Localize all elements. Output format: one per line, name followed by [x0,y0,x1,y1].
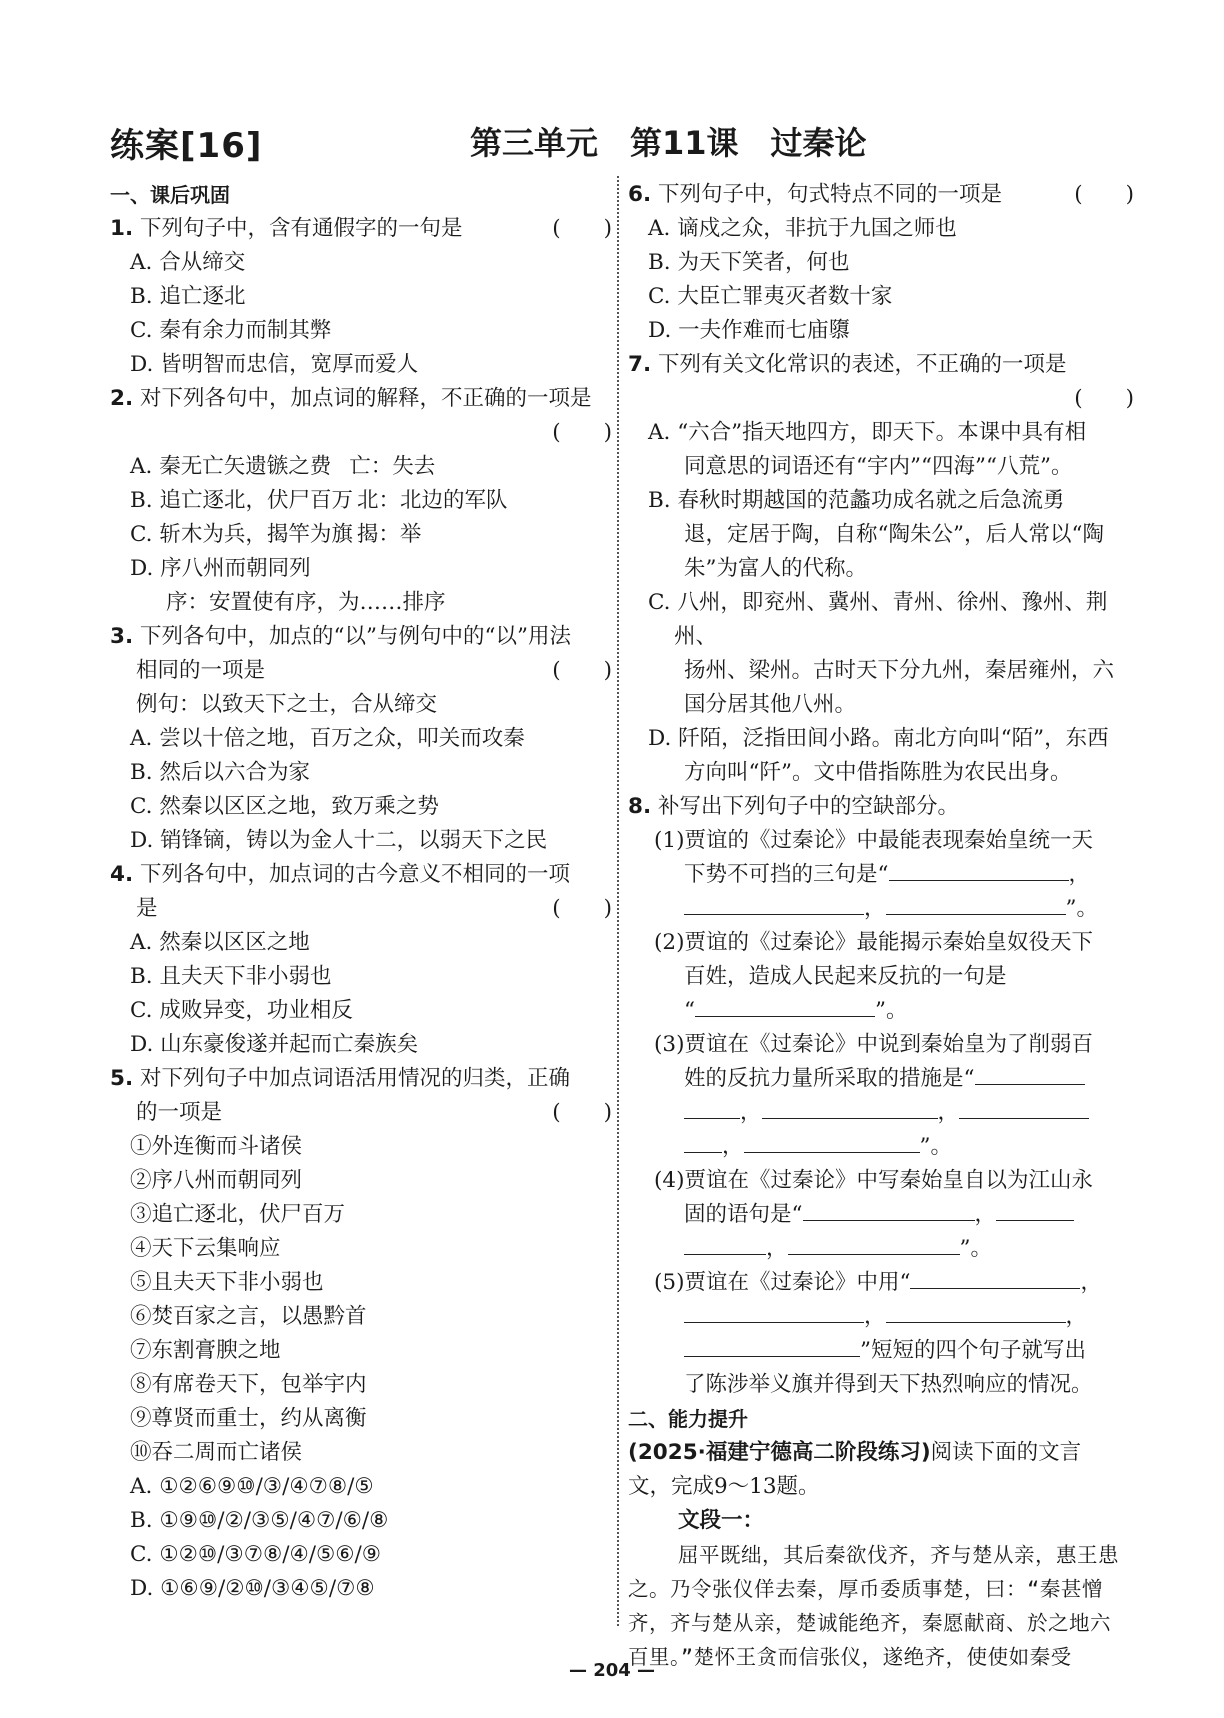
answer-blank[interactable] [886,892,1066,915]
list-item: ④天下云集响应 [130,1236,281,1261]
option-b-cont: 朱”为富人的代称。 [684,556,867,581]
list-item: ⑨尊贤而重士，约从离衡 [130,1406,367,1431]
fill-item-2: (2)贾谊的《过秦论》最能揭示秦始皇奴役天下 [654,930,1093,955]
option-b: B. 然后以六合为家 [130,760,310,785]
practice-label: 练案[16] [110,126,263,166]
answer-blank[interactable] [762,1096,938,1119]
option-c [110,518,612,552]
answer-blank[interactable] [975,1062,1085,1085]
question-stem-cont [110,892,612,926]
list-item: ②序八州而朝同列 [130,1168,303,1193]
option-b: B. ①⑨⑩/②/③⑤/④⑦/⑥/⑧ [130,1508,389,1533]
fill-text: 姓的反抗力量所采取的措施是“ [684,1066,975,1091]
option-b: B. 追亡逐北 [130,284,246,309]
option-b: B. 且夫天下非小弱也 [130,964,332,989]
list-item: ⑤且夫天下非小弱也 [130,1270,324,1295]
page-header [110,118,1130,166]
option-b [110,484,612,518]
fill-item-5-end: 了陈涉举义旗并得到天下热烈响应的情况。 [684,1372,1093,1397]
answer-blank[interactable] [889,858,1069,881]
list-item: ⑥焚百家之言，以愚黔首 [130,1304,367,1329]
list-item: ①外连衡而斗诸侯 [130,1134,303,1159]
question-4 [110,858,612,1062]
option-d: D. 阡陌，泛指田间小路。南北方向叫“陌”，东西 [648,726,1109,751]
option-d-gloss: 序：安置使有序，为……排序 [166,590,446,615]
fill-item-3-blanks: ， ， [628,1096,1134,1130]
question-number: 7. [628,352,652,377]
question-text: 对下列各句中，加点词的解释，不正确的一项是 [139,386,592,411]
fill-text: 下势不可挡的三句是“ [684,862,889,887]
option-text: C. 斩木为兵，揭竿为旗 [130,522,353,547]
fill-item-3-blanks: ， ”。 [628,1130,1134,1164]
source-instruction-2: 文，完成9～13题。 [628,1474,820,1499]
option-gloss: 北：北边的军队 [356,488,508,513]
option-d: D. 序八州而朝同列 [130,556,311,581]
question-3 [110,620,612,858]
option-c: C. 八州，即兖州、冀州、青州、徐州、豫州、荆州、 [648,590,1108,649]
fill-item-4-blanks: ， ”。 [628,1232,1134,1266]
question-stem-cont [110,1096,612,1130]
left-column [110,178,612,1606]
question-number: 8. [628,794,652,819]
option-c: C. 然秦以区区之地，致万乘之势 [130,794,439,819]
option-text: B. 追亡逐北，伏尸百万 [130,488,353,513]
passage-line: 屈平既绌，其后秦欲伐齐，齐与楚从亲，惠王患 [678,1543,1119,1567]
option-d: D. 一夫作难而七庙隳 [648,318,851,343]
question-text: 下列句子中，含有通假字的一句是 [139,216,463,241]
option-d: D. 皆明智而忠信，宽厚而爱人 [130,352,419,377]
passage-line: 齐，齐与楚从亲，楚诚能绝齐，秦愿献商、於之地六 [628,1611,1111,1635]
question-stem [628,790,1134,824]
answer-paren[interactable]: ( ) [552,216,612,241]
option-b-cont: 退，定居于陶，自称“陶朱公”，后人常以“陶 [684,522,1104,547]
question-stem [110,858,612,892]
fill-item-5-line [628,1334,1134,1368]
option-c: C. 大臣亡罪夷灭者数十家 [648,284,893,309]
fill-item-5-blanks: ， ， [628,1300,1134,1334]
answer-blank[interactable] [684,1300,864,1323]
question-stem-cont [110,654,612,688]
question-text: 下列句子中，句式特点不同的一项是 [657,182,1002,207]
answer-paren[interactable]: ( ) [552,1100,612,1125]
list-item: ③追亡逐北，伏尸百万 [130,1202,346,1227]
question-8 [628,790,1134,1402]
answer-blank[interactable] [886,1300,1066,1323]
fill-text: ”短短的四个句子就写出 [860,1338,1086,1363]
option-a [110,450,612,484]
answer-blank[interactable] [959,1096,1089,1119]
fill-item-3-line [628,1062,1134,1096]
option-c: C. 秦有余力而制其弊 [130,318,332,343]
fill-item-2-blanks: “ ”。 [628,994,1134,1028]
question-text-2: 是 [136,896,158,921]
answer-blank[interactable] [788,1232,960,1255]
question-number: 5. [110,1066,134,1091]
option-c-cont: 扬州、梁州。古时天下分九州，秦居雍州，六 [684,658,1115,683]
list-item: ⑧有席卷天下，包举宇内 [130,1372,367,1397]
question-text: 下列各句中，加点词的古今意义不相同的一项 [139,862,570,887]
question-number: 4. [110,862,134,887]
fill-item-4-line: 固的语句是“ ， [628,1198,1134,1232]
list-item: ⑩吞二周而亡诸侯 [130,1440,303,1465]
passage-line: 之。乃令张仪佯去秦，厚币委质事楚，曰：“秦甚憎 [628,1577,1103,1601]
question-stem [110,382,612,416]
answer-blank[interactable] [684,892,864,915]
fill-item-3: (3)贾谊在《过秦论》中说到秦始皇为了削弱百 [654,1032,1093,1057]
fill-item-4: (4)贾谊在《过秦论》中写秦始皇自以为江山永 [654,1168,1093,1193]
question-1 [110,212,612,382]
option-a: A. “六合”指天地四方，即天下。本课中具有相 [648,420,1087,445]
question-6 [628,178,1134,348]
option-b: B. 为天下笑者，何也 [648,250,850,275]
option-c-cont: 国分居其他八州。 [684,692,857,717]
question-number: 6. [628,182,652,207]
question-stem [110,1062,612,1096]
fill-item-5: (5)贾谊在《过秦论》中用“ ， [628,1266,1134,1300]
question-stem [110,212,612,246]
option-a: A. 合从缔交 [130,250,246,275]
column-divider [617,176,619,1626]
lesson-title: 第三单元 第11课 过秦论 [470,124,867,162]
option-d: D. 山东豪俊遂并起而亡秦族矣 [130,1032,419,1057]
answer-blank[interactable] [684,1232,766,1255]
section-heading: 二、能力提升 [628,1407,748,1431]
question-5 [110,1062,612,1606]
answer-paren[interactable]: ( ) [1074,182,1134,207]
question-stem [110,620,612,654]
option-c: C. 成败异变，功业相反 [130,998,353,1023]
answer-blank[interactable] [684,1130,722,1153]
answer-blank[interactable] [684,1096,740,1119]
answer-blank[interactable] [996,1198,1074,1221]
source-instruction: 阅读下面的文言 [930,1440,1082,1465]
right-column [628,178,1134,1674]
option-gloss: 揭：举 [356,522,422,547]
option-c: C. ①②⑩/③⑦⑧/④/⑤⑥/⑨ [130,1542,382,1567]
fill-text: 固的语句是“ [684,1202,803,1227]
answer-paren[interactable]: ( ) [1074,386,1134,411]
fill-item-1-blanks: ， ”。 [628,892,1134,926]
answer-blank[interactable] [684,1334,860,1357]
option-text: A. 秦无亡矢遗镞之费 [130,454,332,479]
list-item: ⑦东割膏腴之地 [130,1338,281,1363]
option-d-cont: 方向叫“阡”。文中借指陈胜为农民出身。 [684,760,1072,785]
answer-paren[interactable]: ( ) [552,420,612,445]
example-sentence: 例句：以致天下之士，合从缔交 [136,692,438,717]
question-7 [628,348,1134,790]
option-a-cont: 同意思的词语还有“宇内”“四海”“八荒”。 [684,454,1073,479]
question-text-2: 的一项是 [136,1100,223,1125]
answer-blank[interactable] [744,1130,920,1153]
question-number: 3. [110,624,134,649]
question-number: 1. [110,216,134,241]
source-citation: (2025·福建宁德高二阶段练习) [628,1440,931,1465]
option-a: A. ①②⑥⑨⑩/③/④⑦⑧/⑤ [130,1474,374,1499]
option-a: A. 谪戍之众，非抗于九国之师也 [648,216,957,241]
question-2 [110,382,612,620]
option-a: A. 然秦以区区之地 [130,930,310,955]
answer-blank[interactable] [695,994,875,1017]
passage-heading: 文段一： [678,1508,765,1533]
answer-paren[interactable]: ( ) [552,658,612,683]
option-d: D. 销锋镝，铸以为金人十二，以弱天下之民 [130,828,548,853]
passage-line: 百里。”楚怀王贪而信张仪，遂绝齐，使使如秦受 [628,1645,1072,1669]
option-d: D. ①⑥⑨/②⑩/③④⑤/⑦⑧ [130,1576,375,1601]
question-text: 补写出下列句子中的空缺部分。 [657,794,959,819]
answer-blank[interactable] [910,1266,1080,1289]
question-number: 2. [110,386,134,411]
option-gloss: 亡：失去 [349,454,436,479]
answer-paren[interactable]: ( ) [552,896,612,921]
answer-blank[interactable] [803,1198,975,1221]
question-stem [628,348,1134,382]
question-text: 下列各句中，加点的“以”与例句中的“以”用法 [139,624,571,649]
fill-text: (5)贾谊在《过秦论》中用“ [654,1270,911,1295]
section-heading: 一、课后巩固 [110,183,230,207]
fill-item-1: (1)贾谊的《过秦论》中最能表现秦始皇统一天 [654,828,1093,853]
fill-item-2-line: 百姓，造成人民起来反抗的一句是 [684,964,1007,989]
question-text: 下列有关文化常识的表述，不正确的一项是 [657,352,1067,377]
passage-source [628,1436,1134,1470]
question-text: 对下列句子中加点词语活用情况的归类，正确 [139,1066,570,1091]
option-a: A. 尝以十倍之地，百万之众，叩关而攻秦 [130,726,525,751]
page-number: — 204 — [568,1660,656,1681]
question-text-2: 相同的一项是 [136,658,266,683]
question-stem [628,178,1134,212]
option-b: B. 春秋时期越国的范蠡功成名就之后急流勇 [648,488,1065,513]
fill-item-1-line: 下势不可挡的三句是“ ， [628,858,1134,892]
